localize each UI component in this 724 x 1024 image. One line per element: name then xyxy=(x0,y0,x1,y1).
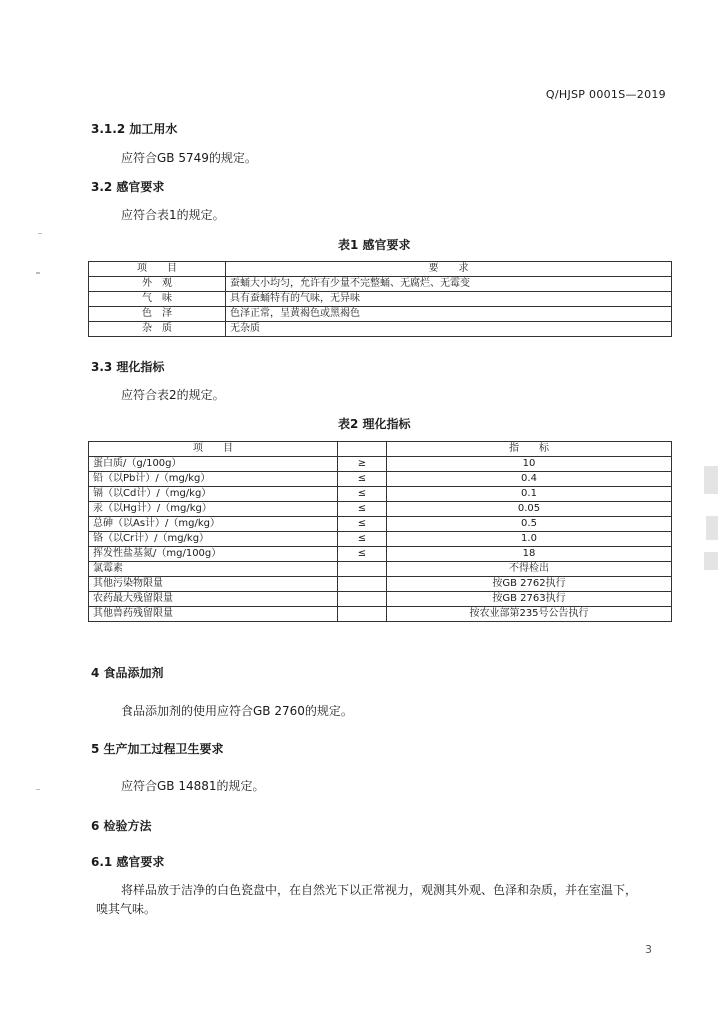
table2-item-cell: 农药最大残留限量 xyxy=(89,592,338,607)
table2-value-cell: 18 xyxy=(387,547,672,562)
table2-value-cell: 1.0 xyxy=(387,532,672,547)
table2-item-cell: 蛋白质/（g/100g） xyxy=(89,457,338,472)
table2-op-cell xyxy=(338,562,387,577)
table2-header-cell: 指 标 xyxy=(387,442,672,457)
table2-op-cell: ≤ xyxy=(338,547,387,562)
paragraph-6-1-line1: 将样品放于洁净的白色瓷盘中，在自然光下以正常视力，观测其外观、色泽和杂质，并在室温下， xyxy=(121,883,638,897)
table1-item-cell: 色 泽 xyxy=(89,307,226,322)
table-row xyxy=(89,277,672,292)
heading-6: 6 检验方法 xyxy=(91,819,152,833)
table2-value-cell: 不得检出 xyxy=(387,562,672,577)
heading-5: 5 生产加工过程卫生要求 xyxy=(91,742,224,756)
table2-op-cell: ≤ xyxy=(338,487,387,502)
paragraph-3-3: 应符合表2的规定。 xyxy=(121,388,225,402)
heading-3-3: 3.3 理化指标 xyxy=(91,360,165,374)
table1-item-cell: 外 观 xyxy=(89,277,226,292)
table2-item-cell: 铬（以Cr计）/（mg/kg） xyxy=(89,532,338,547)
table1-header-row xyxy=(89,262,672,277)
table2-item-cell: 其他兽药残留限量 xyxy=(89,607,338,622)
table-row xyxy=(89,487,672,502)
table-row xyxy=(89,547,672,562)
table2-op-cell: ≤ xyxy=(338,517,387,532)
table-row xyxy=(89,457,672,472)
table2-item-cell: 其他污染物限量 xyxy=(89,577,338,592)
table-row xyxy=(89,502,672,517)
table-row xyxy=(89,472,672,487)
table-row xyxy=(89,577,672,592)
table-row xyxy=(89,562,672,577)
table2-op-cell: ≤ xyxy=(338,472,387,487)
table2-header-cell: 项 目 xyxy=(89,442,338,457)
paragraph-3-1-2: 应符合GB 5749的规定。 xyxy=(121,151,257,165)
scan-edge-mark xyxy=(706,516,718,540)
table2-header-cell xyxy=(338,442,387,457)
table1-requirement-cell: 具有蚕蛹特有的气味，无异味 xyxy=(226,292,672,307)
table-row xyxy=(89,307,672,322)
table1 xyxy=(88,261,672,337)
table2-value-cell: 0.05 xyxy=(387,502,672,517)
table1-requirement-cell: 无杂质 xyxy=(226,322,672,337)
table1-caption: 表1 感官要求 xyxy=(338,238,411,252)
table2-op-cell xyxy=(338,592,387,607)
table-row xyxy=(89,592,672,607)
scan-mark xyxy=(36,789,40,790)
table-row xyxy=(89,292,672,307)
table2-value-cell: 按GB 2763执行 xyxy=(387,592,672,607)
table-row xyxy=(89,517,672,532)
scan-edge-mark xyxy=(704,466,718,494)
table2-value-cell: 10 xyxy=(387,457,672,472)
table-row xyxy=(89,532,672,547)
table2-value-cell: 按GB 2762执行 xyxy=(387,577,672,592)
table1-header-cell: 项 目 xyxy=(89,262,226,277)
table1-requirement-cell: 色泽正常，呈黄褐色或黑褐色 xyxy=(226,307,672,322)
paragraph-5: 应符合GB 14881的规定。 xyxy=(121,779,265,793)
paragraph-6-1-line2: 嗅其气味。 xyxy=(96,902,157,916)
scan-edge-mark xyxy=(704,552,718,570)
table2-item-cell: 镉（以Cd计）/（mg/kg） xyxy=(89,487,338,502)
table2-item-cell: 汞（以Hg计）/（mg/kg） xyxy=(89,502,338,517)
table2-item-cell: 氯霉素 xyxy=(89,562,338,577)
heading-6-1: 6.1 感官要求 xyxy=(91,855,165,869)
table2-item-cell: 总砷（以As计）/（mg/kg） xyxy=(89,517,338,532)
table2-op-cell: ≤ xyxy=(338,532,387,547)
table2-value-cell: 0.1 xyxy=(387,487,672,502)
scan-mark xyxy=(38,233,42,234)
heading-3-2: 3.2 感官要求 xyxy=(91,180,165,194)
heading-3-1-2: 3.1.2 加工用水 xyxy=(91,122,178,136)
table2-op-cell xyxy=(338,607,387,622)
table-row xyxy=(89,322,672,337)
table1-requirement-cell: 蚕蛹大小均匀，允许有少量不完整蛹、无腐烂、无霉变 xyxy=(226,277,672,292)
table1-item-cell: 杂 质 xyxy=(89,322,226,337)
page-number: 3 xyxy=(645,943,652,956)
document-code: Q/HJSP 0001S—2019 xyxy=(545,88,666,101)
table2-value-cell: 0.5 xyxy=(387,517,672,532)
table2 xyxy=(88,441,672,622)
table1-item-cell: 气 味 xyxy=(89,292,226,307)
table2-op-cell xyxy=(338,577,387,592)
table2-item-cell: 挥发性盐基氮/（mg/100g） xyxy=(89,547,338,562)
table2-value-cell: 0.4 xyxy=(387,472,672,487)
table-row xyxy=(89,607,672,622)
table1-header-cell: 要 求 xyxy=(226,262,672,277)
paragraph-4: 食品添加剂的使用应符合GB 2760的规定。 xyxy=(121,704,353,718)
table2-item-cell: 铅（以Pb计）/（mg/kg） xyxy=(89,472,338,487)
scan-mark xyxy=(36,272,40,274)
paragraph-3-2: 应符合表1的规定。 xyxy=(121,208,225,222)
table2-caption: 表2 理化指标 xyxy=(338,417,411,431)
table2-value-cell: 按农业部第235号公告执行 xyxy=(387,607,672,622)
heading-4: 4 食品添加剂 xyxy=(91,666,164,680)
table2-op-cell: ≤ xyxy=(338,502,387,517)
table2-header-row xyxy=(89,442,672,457)
table2-op-cell: ≥ xyxy=(338,457,387,472)
